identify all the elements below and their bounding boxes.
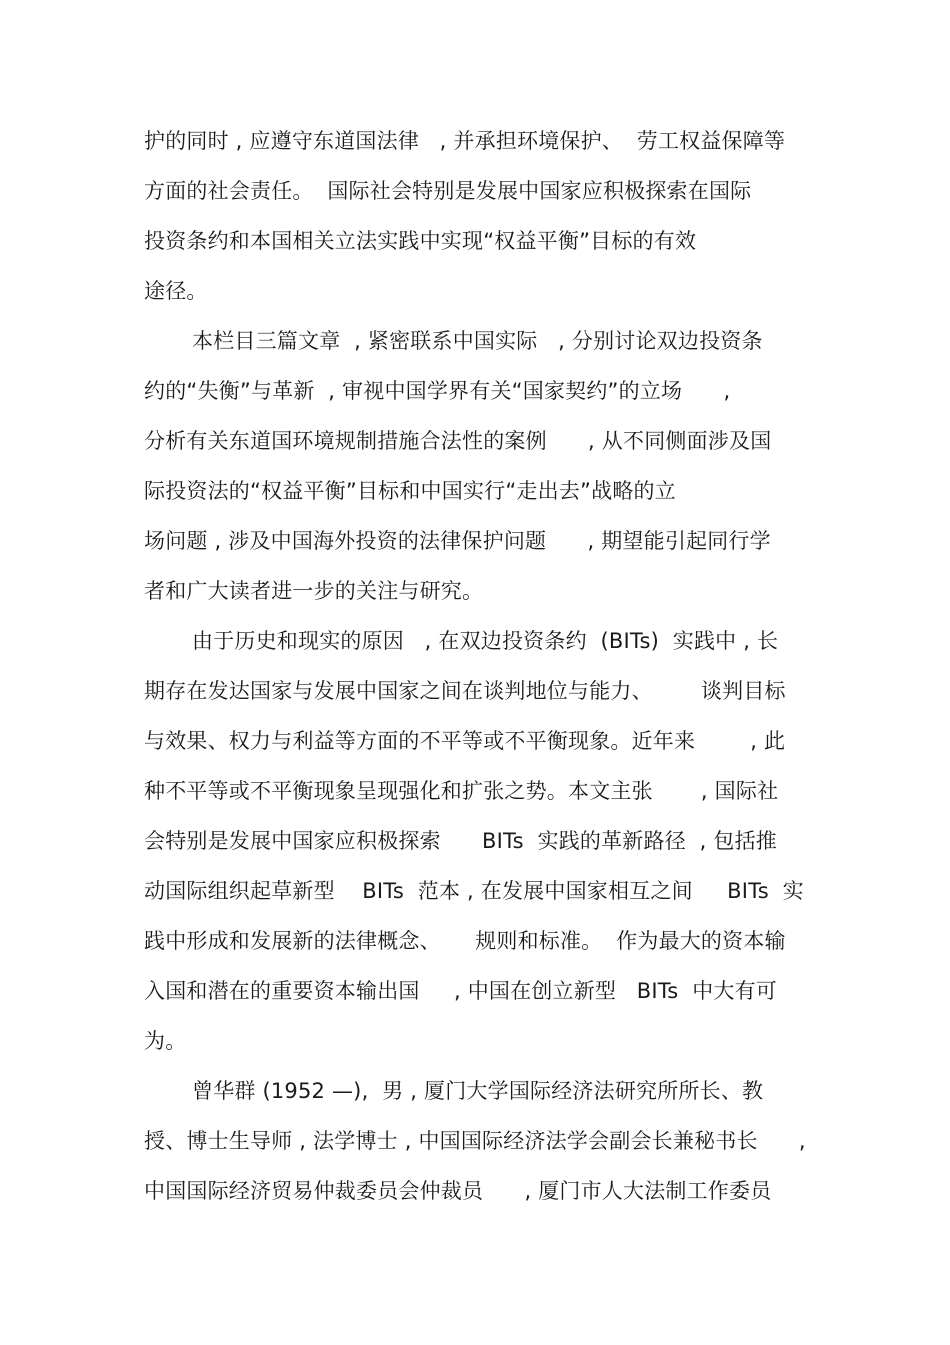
text-line: 与效果、权力与利益等方面的不平等或不平衡现象。近年来 , 此: [144, 729, 786, 753]
text-line: 场问题 , 涉及中国海外投资的法律保护问题 , 期望能引起同行学: [144, 529, 771, 553]
text-line: 会特别是发展中国家应积极探索 BITs 实践的革新路径 , 包括推: [144, 829, 777, 853]
text-line: 为。: [144, 1029, 187, 1053]
text-line: 动国际组织起草新型 BITs 范本 , 在发展中国家相互之间 BITs 实: [144, 879, 804, 903]
text-line: 期存在发达国家与发展中国家之间在谈判地位与能力、 谈判目标: [144, 679, 786, 703]
paragraph-start-line: 曾华群 (1952 —), 男 , 厦门大学国际经济法研究所所长、教: [192, 1079, 764, 1103]
text-line: 授、博士生导师 , 法学博士 , 中国国际经济法学会副会长兼秘书长 ,: [144, 1129, 806, 1153]
text-line: 际投资法的“权益平衡”目标和中国实行“走出去”战略的立: [144, 479, 676, 503]
text-line: 方面的社会责任。 国际社会特别是发展中国家应积极探索在国际: [144, 179, 752, 203]
text-line: 践中形成和发展新的法律概念、 规则和标准。 作为最大的资本输: [144, 929, 786, 953]
text-line: 分析有关东道国环境规制措施合法性的案例 , 从不同侧面涉及国: [144, 429, 772, 453]
text-line: 种不平等或不平衡现象呈现强化和扩张之势。本文主张 , 国际社: [144, 779, 779, 803]
text-line: 入国和潜在的重要资本输出国 , 中国在创立新型 BITs 中大有可: [144, 979, 777, 1003]
text-line: 投资条约和本国相关立法实践中实现“权益平衡”目标的有效: [144, 229, 697, 253]
paragraph-start-line: 本栏目三篇文章 , 紧密联系中国实际 , 分别讨论双边投资条: [192, 329, 763, 353]
paragraph-start-line: 由于历史和现实的原因 , 在双边投资条约 (BITs) 实践中 , 长: [192, 629, 779, 653]
text-line: 护的同时 , 应遵守东道国法律 , 并承担环境保护、 劳工权益保障等: [144, 129, 786, 153]
text-line: 者和广大读者进一步的关注与研究。: [144, 579, 484, 603]
text-line: 途径。: [144, 279, 208, 303]
text-line: 中国国际经济贸易仲裁委员会仲裁员 , 厦门市人大法制工作委员: [144, 1179, 772, 1203]
text-line: 约的“失衡”与革新 , 审视中国学界有关“国家契约”的立场 ,: [144, 379, 731, 403]
